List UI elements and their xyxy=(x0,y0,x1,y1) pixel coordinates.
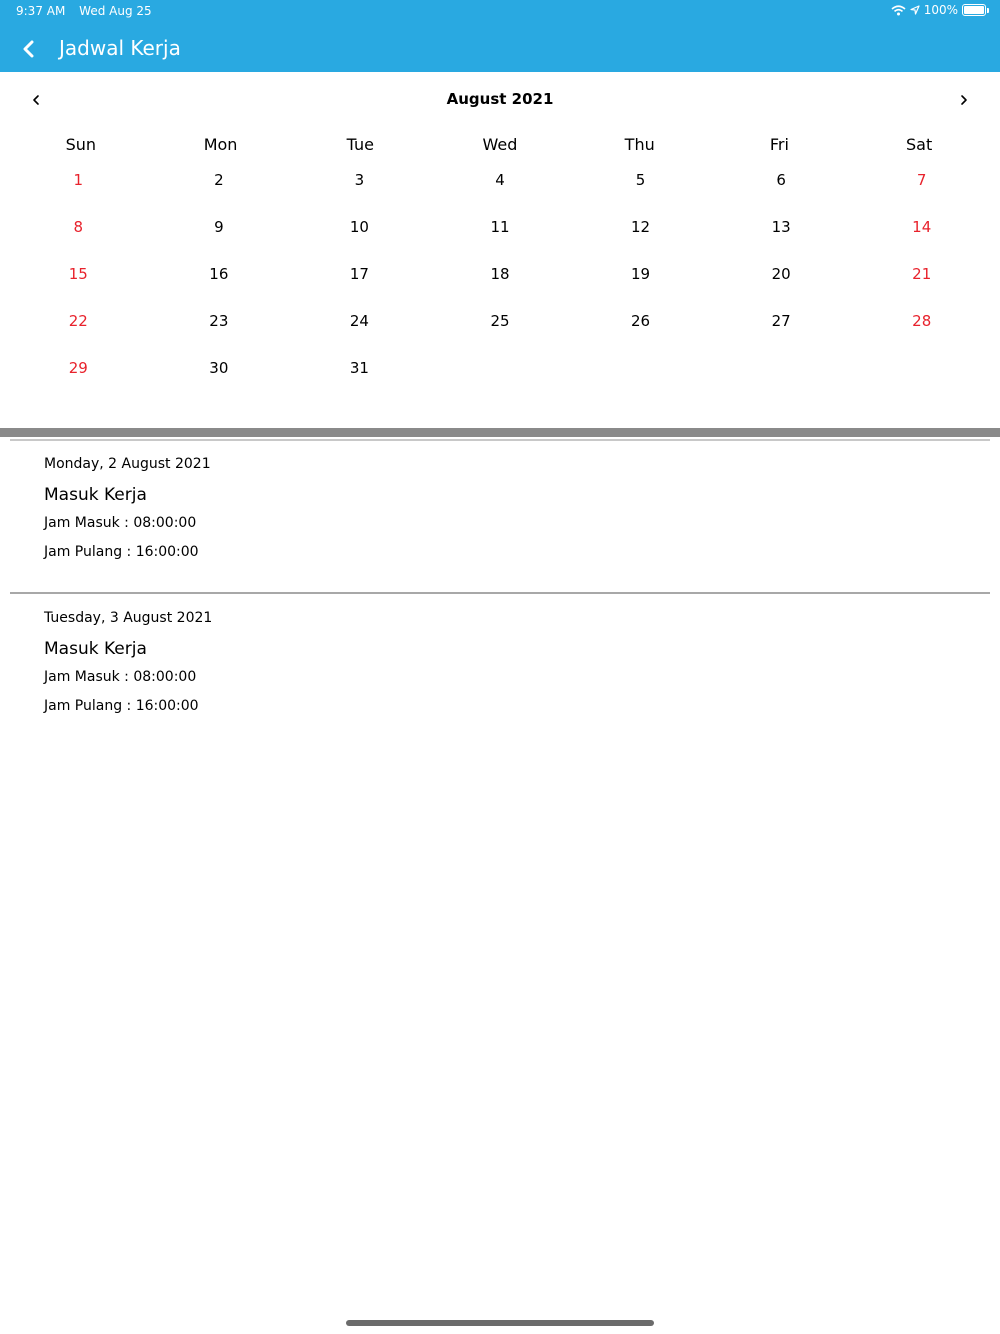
status-time: 9:37 AM xyxy=(16,4,66,18)
chevron-right-icon xyxy=(960,94,968,106)
calendar-day[interactable]: 14 xyxy=(912,218,932,236)
jam-masuk: Jam Masuk : 08:00:00 xyxy=(44,515,197,531)
calendar-day[interactable]: 5 xyxy=(635,171,646,189)
calendar-day[interactable]: 3 xyxy=(354,171,365,189)
calendar-day[interactable]: 28 xyxy=(912,312,932,330)
month-title: August 2021 xyxy=(446,90,554,108)
wifi-icon xyxy=(891,5,906,16)
calendar-day[interactable]: 21 xyxy=(912,265,932,283)
jam-pulang: Jam Pulang : 16:00:00 xyxy=(44,698,199,714)
status-bar-left xyxy=(16,4,152,18)
calendar-day[interactable]: 27 xyxy=(771,312,791,330)
weekday-label: Sat xyxy=(906,135,933,154)
calendar-day[interactable]: 24 xyxy=(349,312,369,330)
schedule-date: Monday, 2 August 2021 xyxy=(44,456,211,472)
calendar-day[interactable]: 2 xyxy=(214,171,224,189)
calendar-day[interactable]: 10 xyxy=(349,218,369,236)
weekday-label: Sun xyxy=(65,135,97,154)
calendar-day[interactable]: 4 xyxy=(495,171,505,189)
weekday-header xyxy=(11,135,989,154)
page-title: Jadwal Kerja xyxy=(59,36,181,60)
schedule-item[interactable] xyxy=(0,594,1000,721)
schedule-date: Tuesday, 3 August 2021 xyxy=(44,610,213,626)
weekday-label: Tue xyxy=(346,135,374,154)
status-date: Wed Aug 25 xyxy=(79,4,152,18)
weekday-label: Mon xyxy=(203,135,238,154)
back-button[interactable] xyxy=(14,35,42,63)
calendar-day[interactable]: 8 xyxy=(73,218,84,236)
schedule-list xyxy=(0,440,1000,721)
battery-percent: 100% xyxy=(923,3,958,17)
calendar-day[interactable]: 12 xyxy=(631,218,651,236)
calendar-day[interactable]: 23 xyxy=(209,312,229,330)
weekday-label: Fri xyxy=(769,135,789,154)
calendar-grid xyxy=(8,168,992,403)
jam-pulang: Jam Pulang : 16:00:00 xyxy=(44,544,199,560)
calendar-day[interactable]: 20 xyxy=(771,265,791,283)
calendar-day[interactable]: 25 xyxy=(490,312,510,330)
chevron-left-icon xyxy=(21,40,35,58)
calendar-day[interactable]: 6 xyxy=(776,171,786,189)
calendar-day[interactable]: 31 xyxy=(349,359,369,377)
calendar-day[interactable]: 11 xyxy=(490,218,510,236)
app-bar xyxy=(0,0,1000,72)
calendar-day[interactable]: 15 xyxy=(68,265,88,283)
battery-icon xyxy=(962,4,986,16)
schedule-type: Masuk Kerja xyxy=(44,639,147,659)
calendar-day[interactable]: 1 xyxy=(73,171,84,189)
calendar-day[interactable]: 9 xyxy=(214,218,224,236)
status-bar-right xyxy=(891,3,986,17)
calendar-day[interactable]: 13 xyxy=(771,218,791,236)
schedule-item[interactable] xyxy=(0,440,1000,594)
calendar-day[interactable]: 26 xyxy=(631,312,651,330)
weekday-label: Wed xyxy=(482,135,518,154)
next-month-button[interactable] xyxy=(949,86,979,114)
calendar-day[interactable]: 29 xyxy=(68,359,88,377)
jam-masuk: Jam Masuk : 08:00:00 xyxy=(44,669,197,685)
calendar-day[interactable]: 7 xyxy=(916,171,927,189)
calendar-day[interactable]: 16 xyxy=(209,265,229,283)
weekday-label: Thu xyxy=(624,135,655,154)
calendar-day[interactable]: 22 xyxy=(68,312,88,330)
schedule-type: Masuk Kerja xyxy=(44,485,147,505)
calendar-day[interactable]: 18 xyxy=(490,265,510,283)
schedule-divider xyxy=(10,592,990,594)
calendar-day[interactable]: 19 xyxy=(631,265,651,283)
calendar-day[interactable]: 17 xyxy=(349,265,369,283)
calendar-day[interactable]: 30 xyxy=(209,359,229,377)
home-indicator[interactable] xyxy=(346,1320,654,1326)
location-arrow-icon xyxy=(910,5,920,15)
calendar-separator xyxy=(0,428,1000,437)
calendar-header xyxy=(0,86,1000,114)
